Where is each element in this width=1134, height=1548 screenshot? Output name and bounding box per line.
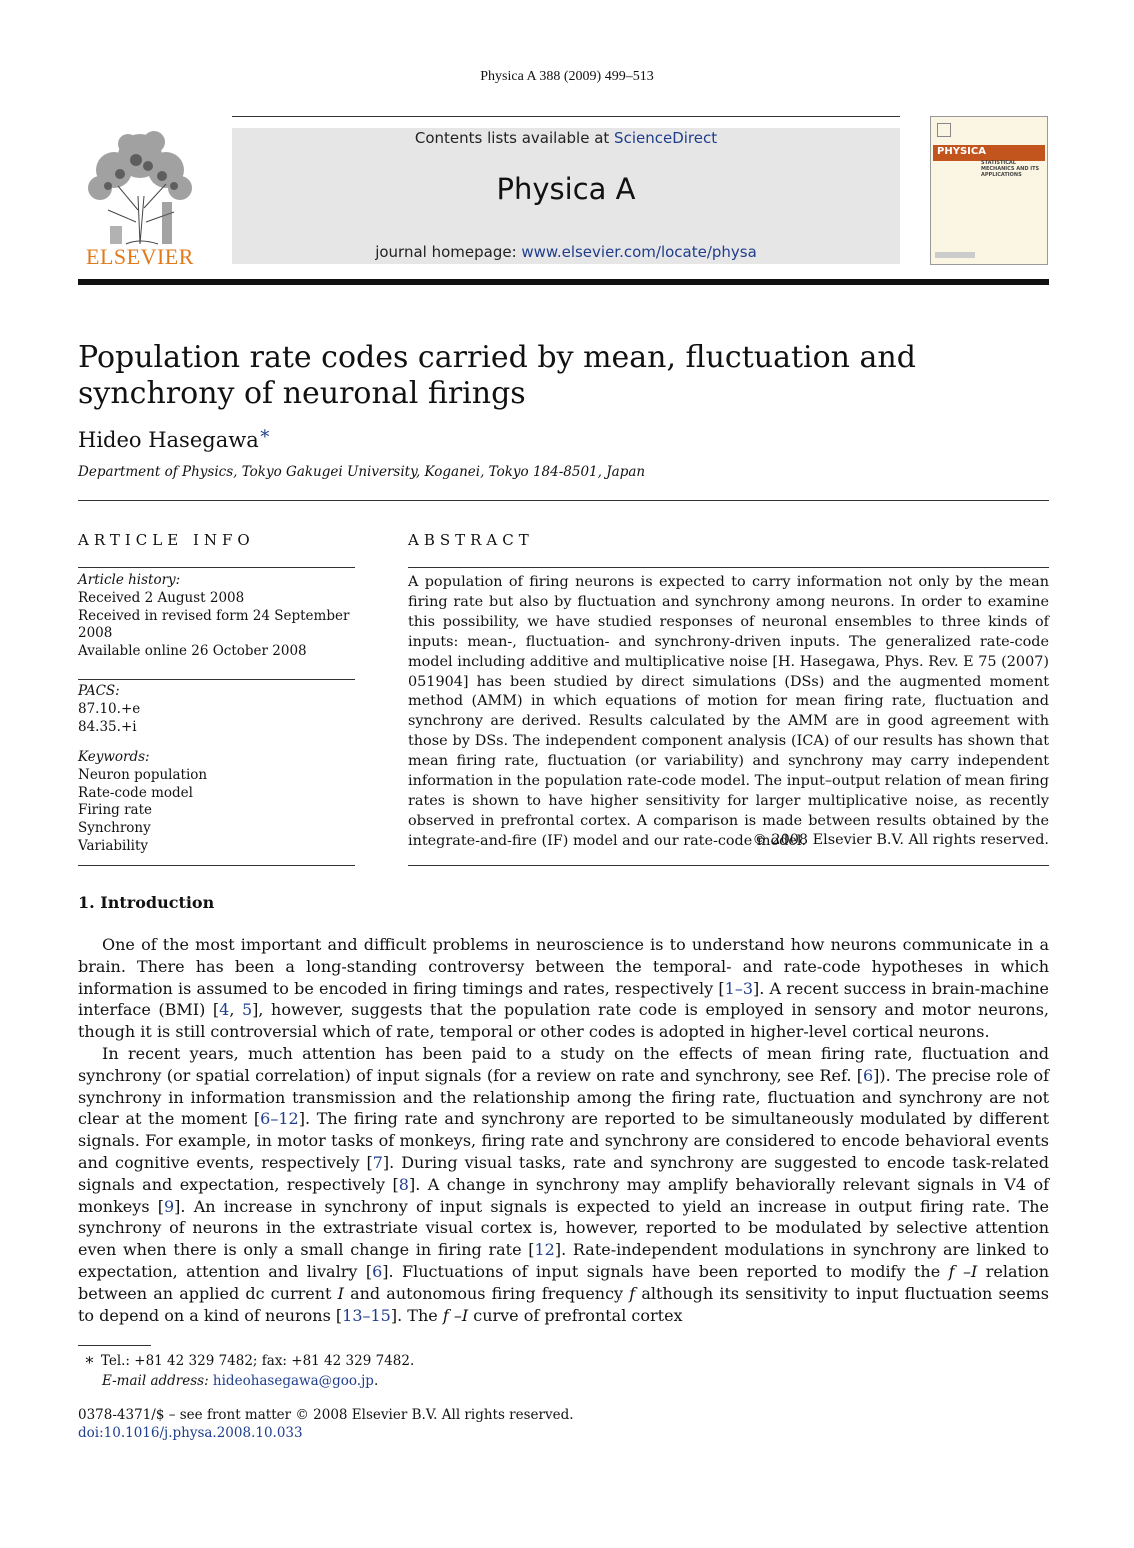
journal-name: Physica A [496,172,636,206]
intro-text: ]. The firing rate and synchrony are reported to be simultaneously modulated by different signals. For example, in motor tasks of monkeys, firing rate and synchrony are considered to encode behavioral events and cognitive events, respectively [ [78,1109,1049,1172]
intro-text: ]. A recent success in brain-machine interface (BMI) [ [78,978,1050,1020]
contents-line [232,129,900,147]
abstract-bottom-rule [408,865,1049,866]
keyword-item: Rate-code model [78,784,193,801]
keyword-item: Neuron population [78,766,208,783]
history-received: Received 2 August 2008 [78,589,245,606]
cover-title: PHYSICA [937,146,986,157]
keywords-label: Keywords: [78,749,150,765]
article-info-bottom-rule [78,865,355,866]
intro-text: ]. A change in synchrony may amplify behaviorally relevant signals in V4 of monkeys [ [78,1174,1050,1216]
intro-text: ]. Rate-independent modulations in synchrony are linked to expectation, attention and livalry [ [78,1240,1050,1281]
intro-text: and autonomous firing frequency [343,1283,630,1303]
author-footnote-mark[interactable]: ∗ [258,423,271,444]
reference-link[interactable]: 6 [372,1261,383,1281]
front-matter [78,1406,574,1442]
intro-text: although its sensitivity to input fluctuation seems to depend on a kind of neurons [ [78,1283,1049,1325]
reference-link[interactable]: 1–3 [724,978,753,998]
article-title: Population rate codes carried by mean, fluctuation and synchrony of neuronal firings [78,340,916,411]
sciencedirect-link[interactable]: ScienceDirect [614,129,718,147]
header-top-rule [232,116,900,117]
pacs-label: PACS: [78,683,120,699]
intro-text: ]. The [390,1305,443,1325]
homepage-prefix: journal homepage: [375,243,522,261]
keyword-item: Synchrony [78,820,151,837]
pacs-code: 87.10.+e [78,700,141,717]
footnote-email-line [84,1371,414,1391]
intro-text: relation between an applied dc current [78,1261,1049,1303]
intro-text: , [229,1000,242,1020]
issn-line: 0378-4371/$ – see front matter © 2008 Elsevier B.V. All rights reserved. [78,1407,574,1423]
doi-link[interactable]: doi:10.1016/j.physa.2008.10.033 [78,1425,303,1441]
section-heading-introduction: 1. Introduction [78,893,215,912]
author-name: Hideo Hasegawa [78,428,259,452]
intro-text: ]). The precise role of synchrony in information transmission and the relationship among the firing rate, fluctuation and synchrony are not clear at the moment [ [78,1065,1049,1129]
journal-cover-thumbnail[interactable] [930,116,1048,265]
intro-paragraph-1 [78,934,1049,1043]
article-info-heading: ARTICLE INFO [78,531,255,549]
header-thick-rule [78,279,1049,285]
article-info-mid-rule [78,679,355,680]
intro-paragraph-2 [78,1043,1049,1326]
reference-link[interactable]: 13–15 [342,1305,391,1325]
intro-text: ]. An increase in synchrony of input signals is expected to yield an increase in output firing rate. The synchrony of neurons in the extrastriate visual cortex is, however, reported to be modulated by selective attention even when there is only a small change in firing rate [ [78,1196,1050,1260]
reference-link[interactable]: 6 [862,1065,874,1085]
reference-link[interactable]: 7 [372,1152,383,1172]
footnote-contact: Tel.: +81 42 329 7482; fax: +81 42 329 7482. [100,1353,415,1369]
abstract-heading: ABSTRACT [408,531,534,549]
intro-text: ], however, suggests that the population rate code is employed in sensory and motor neurons, though it is still controversial which of rate, temporal or other codes is adopted in higher-level cortical neurons. [78,1000,1050,1042]
keyword-item: Firing rate [78,802,152,819]
history-online: Available online 26 October 2008 [78,643,307,660]
cover-emblem-icon [937,123,951,137]
math-symbol: f –I [948,1261,978,1281]
intro-text: ]. During visual tasks, rate and synchrony are suggested to encode task-related signals and expectation, respectively [ [78,1152,1049,1194]
email-link[interactable]: hideohasegawa@goo.jp [212,1373,374,1389]
history-label: Article history: [78,572,181,588]
author-affiliation: Department of Physics, Tokyo Gakugei University, Koganei, Tokyo 184-8501, Japan [78,464,646,480]
abstract-copyright: © 2008 Elsevier B.V. All rights reserved. [752,832,1049,848]
pacs-block [78,683,355,736]
intro-text: In recent years, much attention has been paid to a study on the effects of mean firing rate, fluctuation and synchrony (or spatial correlation) of input signals (for a review on rate and synchrony, see Ref. [ [78,1043,1049,1085]
reference-link[interactable]: 9 [163,1196,175,1216]
author-line [78,423,271,452]
pacs-code: 84.35.+i [78,718,137,735]
article-history [78,572,355,661]
intro-text: ]. Fluctuations of input signals have been reported to modify the [382,1261,949,1281]
keyword-item: Variability [78,837,149,854]
reference-link[interactable]: 5 [241,1000,253,1020]
article-info-top-rule [78,567,355,568]
math-symbol: f –I [442,1305,469,1325]
reference-link[interactable]: 4 [219,1000,230,1020]
cover-subtitle: STATISTICAL MECHANICS AND ITS APPLICATIONS [981,160,1040,178]
email-tail: . [373,1373,379,1389]
journal-citation: Physica A 388 (2009) 499–513 [480,69,654,84]
author-footnote [84,1350,414,1391]
intro-text: curve of prefrontal cortex [468,1305,683,1325]
affiliation-rule [78,500,1049,501]
math-symbol: I [337,1283,344,1303]
footnote-contact-line [84,1350,414,1371]
introduction-body [78,934,1049,1326]
history-revised: Received in revised form 24 September 2008 [78,607,350,642]
reference-link[interactable]: 12 [534,1240,555,1260]
homepage-link[interactable]: www.elsevier.com/locate/physa [521,243,757,261]
reference-link[interactable]: 6–12 [260,1109,299,1129]
math-symbol: f [629,1283,636,1303]
cover-footer-mark [935,252,975,258]
elsevier-logo-text: ELSEVIER [86,244,194,269]
footnote-mark: ∗ [84,1350,95,1369]
keywords-block [78,749,355,856]
abstract-top-rule [408,567,1049,568]
homepage-line [232,243,900,261]
contents-prefix: Contents lists available at [414,129,615,147]
email-label: E-mail address: [102,1373,209,1389]
abstract-text: A population of firing neurons is expected to carry information not only by the mean firing rate but also by fluctuation and synchrony among neurons. In order to examine this possibility, we have studied responses of neuronal ensembles to three kinds of inputs: mean-, fluctuation- and synchrony-driven inputs. The generalized rate-code model including additive and multiplicative noise [H. Hasegawa, Phys. Rev. E 75 (2007) 051904] has been studied by direct simulations (DSs) and the augmented moment method (AMM) in which equations of motion for mean firing rate, fluctuation and synchrony are derived. Results calculated by the AMM are in good agreement with those by DSs. The independent component analysis (ICA) of our results has shown that mean firing rate, fluctuation (or variability) and synchrony may carry independent information in the population rate-code model. The input–output relation of mean firing rates is shown to have higher sensitivity for larger multiplicative noise, as recently observed in prefrontal cortex. A comparison is made between results obtained by the integrate-and-fire (IF) model and our rate-code model. [408,574,1049,849]
footnote-rule [78,1345,151,1346]
intro-text: One of the most important and difficult problems in neuroscience is to understand how neurons communicate in a brain. There has been a long-standing controversy between the temporal- and rate-code hypotheses in which information is assumed to be encoded in firing timings and rates, respectively [ [78,935,1049,998]
reference-link[interactable]: 8 [398,1174,409,1194]
